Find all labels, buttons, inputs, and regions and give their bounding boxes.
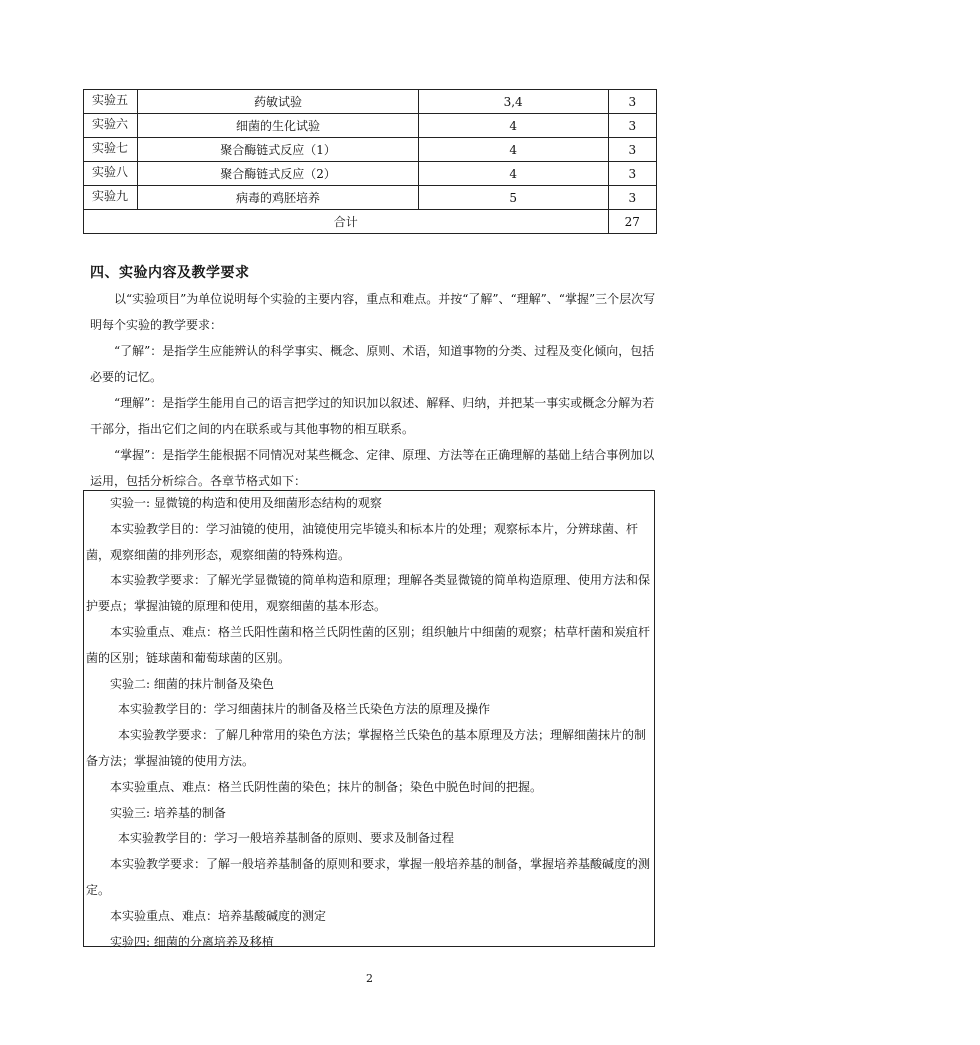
- intro-paragraph: “了解”：是指学生应能辨认的科学事实、概念、原则、术语，知道事物的分类、过程及变化倾向，包括必要的记忆。: [90, 344, 655, 384]
- experiment-hours: 3: [608, 114, 656, 138]
- experiment-hours: 3: [608, 90, 656, 114]
- table-row: [84, 138, 657, 162]
- experiment-id: 实验八: [84, 162, 138, 186]
- experiment-hours: 3: [608, 162, 656, 186]
- experiment-id: 实验七: [84, 138, 138, 162]
- experiment-name: 聚合酶链式反应（2）: [138, 162, 418, 186]
- experiment-hours: 3: [608, 186, 656, 210]
- experiment-heading: 实验二: 细菌的抹片制备及染色: [110, 676, 274, 691]
- table-row: [84, 90, 657, 114]
- experiment-heading: 实验四: 细菌的分离培养及移植: [110, 934, 274, 949]
- box-paragraph: 本实验教学目的：学习一般培养基制备的原则、要求及制备过程: [118, 831, 455, 846]
- box-paragraph: 本实验重点、难点：培养基酸碱度的测定: [110, 908, 327, 923]
- section-title: 四、实验内容及教学要求: [90, 265, 250, 281]
- table-total-row: [84, 210, 657, 234]
- experiment-name: 药敏试验: [138, 90, 418, 114]
- table-row: [84, 162, 657, 186]
- experiment-heading: 实验三: 培养基的制备: [110, 805, 226, 820]
- table-row: [84, 114, 657, 138]
- intro-text: [90, 286, 656, 494]
- experiment-name: 聚合酶链式反应（1）: [138, 138, 418, 162]
- intro-paragraph: “理解”：是指学生能用自己的语言把学过的知识加以叙述、解释、归纳，并把某一事实或概念分解为若干部分，指出它们之间的内在联系或与其他事物的相互联系。: [90, 396, 655, 436]
- box-paragraph: 本实验重点、难点：格兰氏阳性菌和格兰氏阴性菌的区别；组织触片中细菌的观察；枯草杆菌和炭疽杆菌的区别；链球菌和葡萄球菌的区别。: [86, 624, 651, 665]
- experiment-table: [83, 89, 657, 234]
- box-paragraph: 本实验重点、难点：格兰氏阴性菌的染色；抹片的制备；染色中脱色时间的把握。: [110, 779, 543, 794]
- experiment-name: 细菌的生化试验: [138, 114, 418, 138]
- intro-paragraph: 以“实验项目”为单位说明每个实验的主要内容，重点和难点。并按“了解”、“理解”、“掌握”三个层次写明每个实验的教学要求：: [90, 292, 656, 332]
- experiment-chapter: 3,4: [418, 90, 608, 114]
- box-paragraph: 本实验教学目的：学习细菌抹片的制备及格兰氏染色方法的原理及操作: [118, 702, 491, 717]
- box-paragraph: 本实验教学目的：学习油镜的使用，油镜使用完毕镜头和标本片的处理；观察标本片，分辨球菌、杆菌，观察细菌的排列形态，观察细菌的特殊构造。: [86, 521, 639, 562]
- experiment-chapter: 4: [418, 138, 608, 162]
- table-row: [84, 186, 657, 210]
- page-number: 2: [366, 972, 373, 985]
- experiment-name: 病毒的鸡胚培养: [138, 186, 418, 210]
- experiment-hours: 3: [608, 138, 656, 162]
- box-paragraph: 本实验教学要求：了解一般培养基制备的原则和要求，掌握一般培养基的制备，掌握培养基酸碱度的测定。: [86, 857, 651, 897]
- experiment-id: 实验五: [84, 90, 138, 114]
- experiment-id: 实验六: [84, 114, 138, 138]
- format-example-box: [83, 490, 655, 947]
- total-value: 27: [608, 210, 656, 234]
- total-label: 合计: [84, 210, 609, 234]
- intro-paragraph: “掌握”：是指学生能根据不同情况对某些概念、定律、原理、方法等在正确理解的基础上结合事例加以运用，包括分析综合。各章节格式如下：: [90, 448, 655, 488]
- experiment-chapter: 5: [418, 186, 608, 210]
- experiment-id: 实验九: [84, 186, 138, 210]
- box-paragraph: 本实验教学要求：了解光学显微镜的简单构造和原理；理解各类显微镜的简单构造原理、使用方法和保护要点；掌握油镜的原理和使用，观察细菌的基本形态。: [86, 573, 651, 614]
- box-paragraph: 本实验教学要求：了解几种常用的染色方法；掌握格兰氏染色的基本原理及方法；理解细菌抹片的制备方法；掌握油镜的使用方法。: [86, 728, 647, 768]
- experiment-chapter: 4: [418, 162, 608, 186]
- experiment-chapter: 4: [418, 114, 608, 138]
- experiment-heading: 实验一: 显微镜的构造和使用及细菌形态结构的观察: [110, 496, 382, 510]
